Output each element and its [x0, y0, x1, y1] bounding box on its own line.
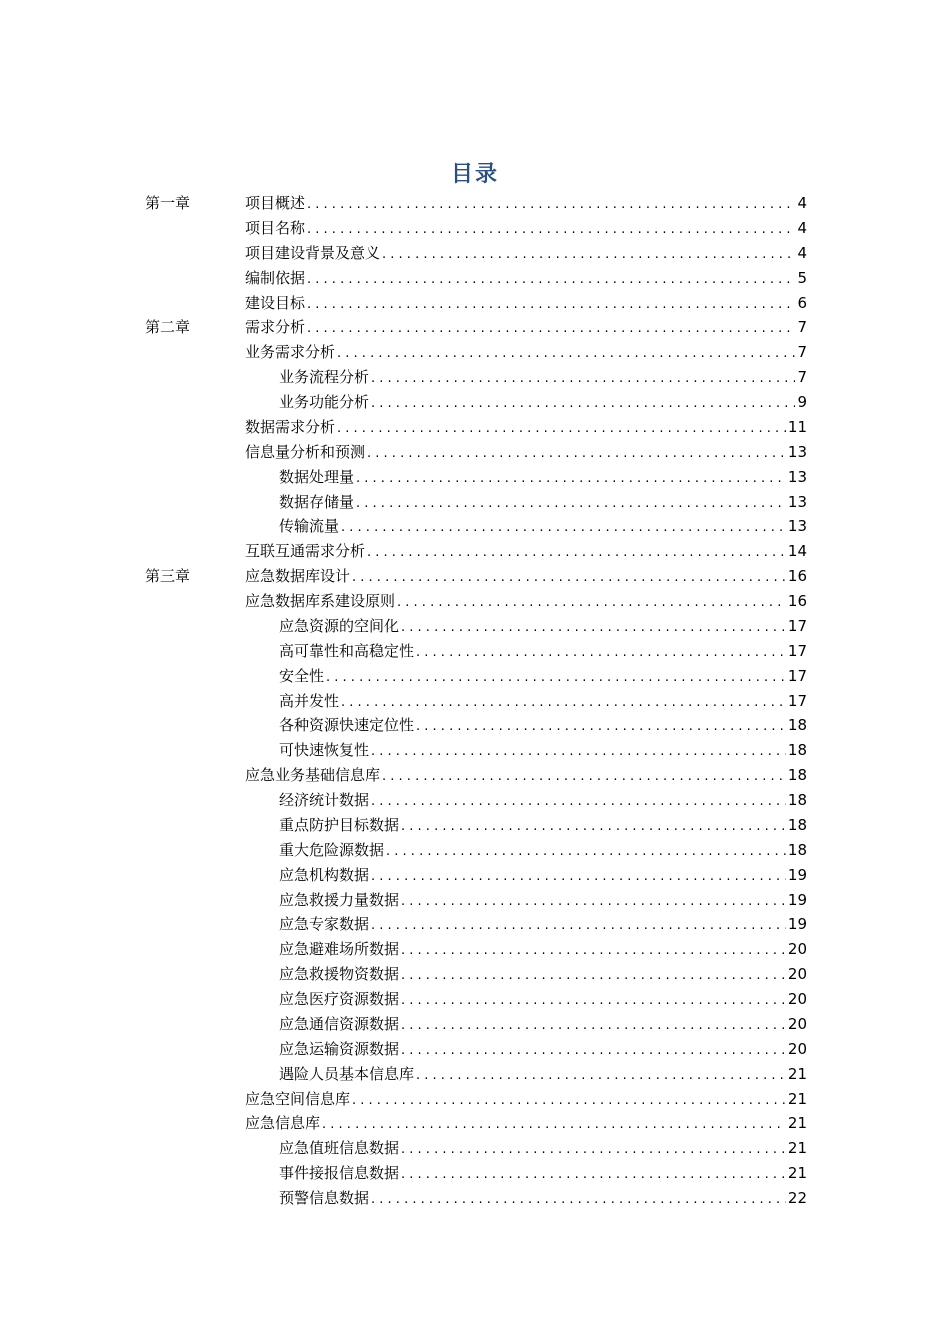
dot-leader [307, 268, 795, 293]
toc-entry-link[interactable] [245, 1087, 807, 1114]
toc-page-number: 17 [787, 641, 807, 660]
toc-entry-link[interactable] [279, 713, 807, 740]
toc-page-number: 19 [787, 865, 807, 884]
toc-entry-link[interactable] [279, 614, 807, 641]
toc-row [0, 1136, 950, 1161]
toc-entry-link[interactable] [279, 1037, 807, 1064]
toc-entry-title: 应急机构数据 [279, 865, 370, 884]
toc-entry-link[interactable] [245, 1111, 807, 1138]
toc-entry-title: 应急专家数据 [279, 915, 370, 934]
toc-row [0, 1062, 950, 1087]
toc-entry-title: 应急通信资源数据 [279, 1014, 400, 1033]
toc-row [0, 788, 950, 813]
toc-row [0, 216, 950, 241]
toc-page-number: 18 [787, 815, 807, 834]
toc-page-number: 19 [787, 890, 807, 909]
toc-page-number: 21 [787, 1114, 807, 1133]
toc-row [0, 1087, 950, 1112]
toc-page-number: 20 [787, 940, 807, 959]
toc-entry-link[interactable] [279, 962, 807, 989]
toc-row [0, 365, 950, 390]
toc-row [0, 191, 950, 216]
toc-entry-title: 互联互通需求分析 [245, 542, 366, 561]
toc-entry-title: 业务功能分析 [279, 393, 370, 411]
toc-page-number: 5 [797, 268, 807, 287]
toc-entry-title: 项目建设背景及意义 [245, 243, 381, 262]
dot-leader [371, 392, 795, 417]
toc-entry-title: 应急运输资源数据 [279, 1039, 400, 1058]
dot-leader [401, 1138, 786, 1163]
toc-chapter-label: 第二章 [145, 318, 191, 337]
toc-page-number: 18 [787, 716, 807, 735]
dot-leader [341, 691, 786, 716]
toc-entry-link[interactable] [245, 315, 807, 342]
toc-row [0, 1161, 950, 1186]
toc-entry-link[interactable] [279, 689, 807, 716]
toc-entry-link[interactable] [279, 1012, 807, 1039]
toc-row [0, 440, 950, 465]
toc-row [0, 664, 950, 689]
dot-leader [307, 293, 795, 318]
toc-entry-title: 业务流程分析 [279, 368, 370, 387]
toc-entry-link[interactable] [279, 863, 807, 890]
dot-leader [371, 914, 786, 939]
table-of-contents [0, 191, 950, 1211]
dot-leader [401, 890, 786, 915]
toc-entry-title: 数据存储量 [279, 492, 355, 511]
toc-entry-link[interactable] [245, 564, 807, 591]
toc-page-number: 7 [797, 318, 807, 337]
dot-leader [367, 442, 786, 467]
toc-row [0, 539, 950, 564]
toc-entry-link[interactable] [279, 813, 807, 840]
toc-entry-link[interactable] [279, 490, 807, 517]
toc-row [0, 1012, 950, 1037]
toc-page-number: 17 [787, 691, 807, 710]
toc-row [0, 266, 950, 291]
toc-row [0, 962, 950, 987]
dot-leader [322, 1113, 786, 1138]
toc-row [0, 912, 950, 937]
dot-leader [371, 367, 795, 392]
toc-entry-title: 应急医疗资源数据 [279, 990, 400, 1008]
toc-page-number: 16 [787, 592, 807, 610]
toc-entry-link[interactable] [245, 539, 807, 566]
dot-leader [382, 243, 795, 268]
toc-row [0, 1186, 950, 1211]
toc-entry-title: 应急避难场所数据 [279, 940, 400, 959]
toc-row [0, 564, 950, 589]
toc-entry-link[interactable] [279, 664, 807, 691]
toc-page-number: 17 [787, 666, 807, 685]
toc-row [0, 763, 950, 788]
toc-entry-link[interactable] [245, 291, 807, 318]
dot-leader [352, 1089, 786, 1114]
toc-row [0, 614, 950, 639]
toc-entry-link[interactable] [245, 266, 807, 293]
toc-entry-link[interactable] [279, 1186, 807, 1213]
toc-page-number: 19 [787, 915, 807, 934]
toc-entry-title: 应急资源的空间化 [279, 616, 400, 635]
dot-leader [341, 516, 786, 541]
toc-chapter-label: 第三章 [145, 567, 191, 586]
toc-row [0, 340, 950, 365]
toc-entry-title: 应急数据库系建设原则 [245, 592, 396, 610]
toc-row [0, 1037, 950, 1062]
dot-leader [401, 616, 786, 641]
toc-row [0, 589, 950, 614]
toc-entry-title: 安全性 [279, 666, 325, 685]
toc-entry-title: 重点防护目标数据 [279, 815, 400, 834]
toc-entry-title: 预警信息数据 [279, 1189, 370, 1207]
toc-chapter-label: 第一章 [145, 194, 191, 212]
toc-row [0, 689, 950, 714]
dot-leader [401, 1163, 786, 1188]
toc-entry-title: 传输流量 [279, 517, 340, 536]
toc-row [0, 738, 950, 763]
dot-leader [367, 541, 786, 566]
toc-page-number: 4 [797, 194, 807, 212]
toc-entry-link[interactable] [279, 390, 807, 417]
toc-page-number: 4 [797, 243, 807, 262]
toc-page-number: 13 [787, 442, 807, 461]
toc-row [0, 514, 950, 539]
toc-entry-title: 应急值班信息数据 [279, 1139, 400, 1158]
toc-page-number: 13 [787, 517, 807, 536]
toc-entry-title: 可快速恢复性 [279, 741, 370, 760]
toc-entry-title: 数据需求分析 [245, 417, 336, 436]
toc-entry-title: 信息量分析和预测 [245, 442, 366, 461]
toc-entry-title: 应急数据库设计 [245, 567, 351, 586]
toc-row [0, 888, 950, 913]
toc-entry-link[interactable] [279, 514, 807, 541]
dot-leader [337, 417, 786, 442]
toc-entry-link[interactable] [279, 888, 807, 915]
toc-entry-link[interactable] [279, 788, 807, 815]
toc-page-number: 21 [787, 1064, 807, 1083]
toc-page-number: 21 [787, 1164, 807, 1183]
toc-entry-title: 应急业务基础信息库 [245, 766, 381, 785]
toc-page-number: 17 [787, 616, 807, 635]
toc-entry-link[interactable] [245, 589, 807, 616]
toc-row [0, 291, 950, 316]
toc-entry-link[interactable] [245, 191, 807, 218]
toc-row [0, 713, 950, 738]
dot-leader [307, 193, 795, 218]
dot-leader [401, 964, 786, 989]
dot-leader [371, 865, 786, 890]
dot-leader [356, 492, 786, 517]
toc-entry-link[interactable] [279, 639, 807, 666]
dot-leader [371, 790, 786, 815]
toc-entry-link[interactable] [279, 1136, 807, 1163]
dot-leader [382, 765, 786, 790]
dot-leader [401, 815, 786, 840]
toc-page-number: 14 [787, 542, 807, 561]
dot-leader [307, 218, 795, 243]
toc-entry-title: 数据处理量 [279, 467, 355, 486]
toc-entry-link[interactable] [279, 738, 807, 765]
toc-entry-link[interactable] [279, 838, 807, 865]
dot-leader [356, 467, 786, 492]
dot-leader [416, 641, 786, 666]
toc-row [0, 813, 950, 838]
toc-entry-title: 项目概述 [245, 194, 306, 212]
toc-page-number: 18 [787, 741, 807, 760]
toc-entry-title: 高并发性 [279, 691, 340, 710]
toc-entry-link[interactable] [279, 365, 807, 392]
toc-page-number: 4 [797, 218, 807, 237]
dot-leader [416, 1064, 786, 1089]
toc-entry-title: 业务需求分析 [245, 343, 336, 362]
toc-entry-link[interactable] [245, 415, 807, 442]
toc-page-number: 6 [797, 293, 807, 312]
toc-row [0, 465, 950, 490]
dot-leader [401, 1039, 786, 1064]
toc-page-number: 13 [787, 492, 807, 511]
toc-page-number: 20 [787, 990, 807, 1008]
toc-entry-link[interactable] [245, 440, 807, 467]
dot-leader [386, 840, 786, 865]
toc-row [0, 415, 950, 440]
toc-row [0, 987, 950, 1012]
toc-entry-title: 编制依据 [245, 268, 306, 287]
toc-entry-link[interactable] [279, 987, 807, 1014]
dot-leader [401, 989, 786, 1014]
toc-entry-title: 各种资源快速定位性 [279, 716, 415, 735]
toc-entry-title: 遇险人员基本信息库 [279, 1064, 415, 1083]
toc-row [0, 241, 950, 266]
dot-leader [401, 939, 786, 964]
toc-row [0, 937, 950, 962]
toc-page-number: 20 [787, 1014, 807, 1033]
toc-entry-link[interactable] [245, 241, 807, 268]
toc-row [0, 863, 950, 888]
toc-entry-title: 需求分析 [245, 318, 306, 337]
toc-entry-title: 应急信息库 [245, 1114, 321, 1133]
toc-entry-title: 高可靠性和高稳定性 [279, 641, 415, 660]
toc-entry-link[interactable] [279, 1062, 807, 1089]
toc-entry-link[interactable] [279, 465, 807, 492]
toc-page-number: 16 [787, 567, 807, 586]
toc-entry-title: 应急空间信息库 [245, 1089, 351, 1108]
toc-page-number: 7 [797, 368, 807, 387]
toc-page-number: 7 [797, 343, 807, 362]
toc-entry-title: 应急救援力量数据 [279, 890, 400, 909]
toc-entry-title: 项目名称 [245, 218, 306, 237]
toc-entry-title: 重大危险源数据 [279, 840, 385, 859]
dot-leader [371, 740, 786, 765]
toc-row [0, 639, 950, 664]
toc-page-number: 18 [787, 840, 807, 859]
toc-page-number: 18 [787, 766, 807, 785]
toc-row [0, 838, 950, 863]
toc-page-number: 13 [787, 467, 807, 486]
toc-entry-link[interactable] [245, 763, 807, 790]
toc-page-number: 18 [787, 791, 807, 809]
toc-page-number: 22 [787, 1189, 807, 1207]
dot-leader [401, 1014, 786, 1039]
toc-entry-title: 经济统计数据 [279, 791, 370, 809]
dot-leader [352, 566, 786, 591]
toc-page-number: 11 [787, 417, 807, 436]
toc-entry-link[interactable] [245, 340, 807, 367]
toc-entry-title: 事件接报信息数据 [279, 1164, 400, 1183]
toc-row [0, 490, 950, 515]
dot-leader [416, 715, 786, 740]
toc-entry-title: 应急救援物资数据 [279, 965, 400, 984]
toc-page-number: 21 [787, 1139, 807, 1158]
dot-leader [371, 1188, 786, 1213]
toc-entry-link[interactable] [279, 1161, 807, 1188]
toc-entry-link[interactable] [279, 937, 807, 964]
dot-leader [307, 317, 795, 342]
toc-page-number: 20 [787, 965, 807, 984]
toc-row [0, 1111, 950, 1136]
page-title: 目录 [450, 162, 499, 187]
toc-page-number: 9 [797, 393, 807, 411]
toc-entry-link[interactable] [279, 912, 807, 939]
toc-row [0, 315, 950, 340]
toc-row [0, 390, 950, 415]
dot-leader [326, 666, 786, 691]
toc-entry-link[interactable] [245, 216, 807, 243]
toc-page-number: 21 [787, 1089, 807, 1108]
toc-page-number: 20 [787, 1039, 807, 1058]
toc-entry-title: 建设目标 [245, 293, 306, 312]
dot-leader [337, 342, 795, 367]
dot-leader [397, 591, 786, 616]
